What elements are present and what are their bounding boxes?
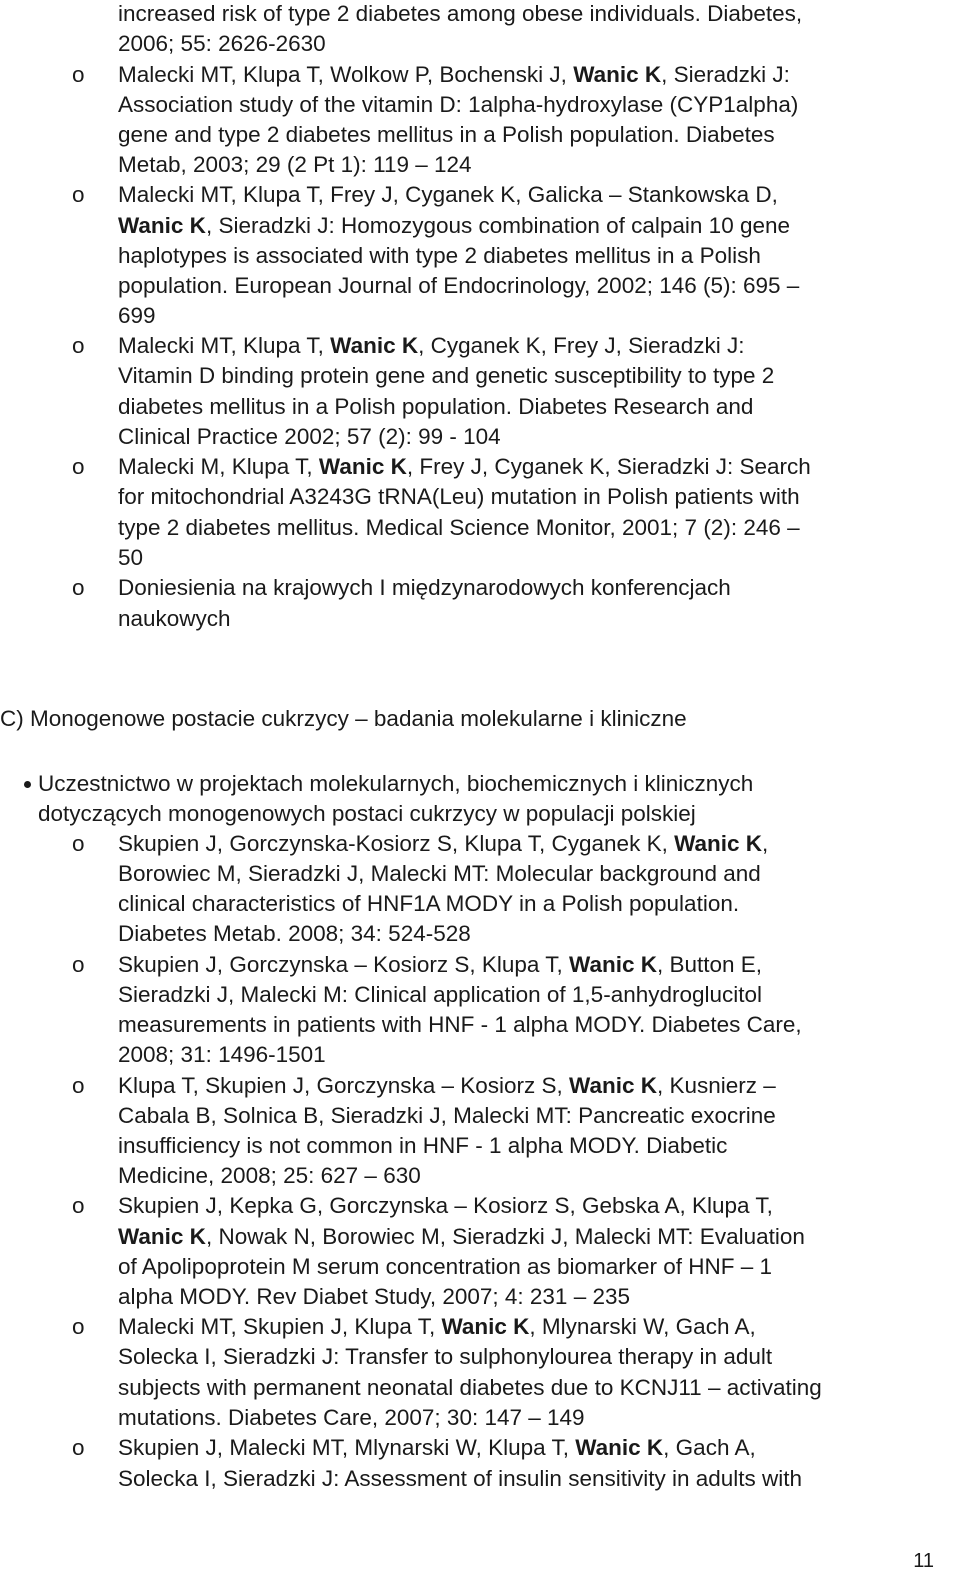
text-segment: Sieradzki J, Malecki M: Clinical application of 1,5-anhydroglucitol	[118, 982, 763, 1007]
text-line	[118, 272, 799, 302]
text-line	[118, 453, 811, 483]
text-segment: Vitamin D binding protein gene and genetic susceptibility to type 2	[118, 363, 775, 388]
text-line	[38, 770, 753, 800]
text-line	[118, 91, 798, 121]
text-segment: Malecki MT, Skupien J, Klupa T,	[118, 1314, 442, 1339]
text-line	[118, 1253, 772, 1283]
text-line	[118, 1283, 630, 1313]
author-highlight: Wanic K	[318, 454, 407, 479]
text-line	[118, 483, 800, 513]
text-segment: mutations. Diabetes Care, 2007; 30: 147 – 149	[118, 1405, 585, 1430]
author-highlight: Wanic K	[118, 1224, 206, 1249]
text-segment: subjects with permanent neonatal diabetes due to KCNJ11 – activating	[118, 1375, 822, 1400]
author-highlight: Wanic K	[569, 952, 657, 977]
text-segment: measurements in patients with HNF - 1 alpha MODY. Diabetes Care,	[118, 1012, 802, 1037]
text-segment: gene and type 2 diabetes mellitus in a Polish population. Diabetes	[118, 122, 775, 147]
text-segment: alpha MODY. Rev Diabet Study, 2007; 4: 231 – 235	[118, 1284, 630, 1309]
text-line	[118, 393, 753, 423]
text-segment: clinical characteristics of HNF1A MODY in a Polish population.	[118, 891, 740, 916]
text-segment: Klupa T, Skupien J, Gorczynska – Kosiorz S,	[118, 1073, 570, 1098]
text-segment: diabetes mellitus in a Polish population. Diabetes Research and	[118, 394, 754, 419]
list-marker: o	[72, 1314, 85, 1339]
text-segment: , Cyganek K, Frey J, Sieradzki J:	[418, 333, 745, 358]
text-segment: 2008; 31: 1496-1501	[118, 1042, 326, 1067]
text-line	[118, 242, 761, 272]
text-line	[118, 0, 802, 30]
list-marker: o	[72, 1193, 85, 1218]
text-line	[118, 981, 762, 1011]
text-segment: Skupien J, Kepka G, Gorczynska – Kosiorz S, Gebska A, Klupa T,	[118, 1193, 773, 1218]
text-line	[118, 890, 739, 920]
list-marker: o	[72, 1435, 85, 1460]
text-line	[118, 1374, 822, 1404]
text-line	[118, 30, 326, 60]
text-line	[118, 860, 761, 890]
text-segment: Uczestnictwo w projektach molekularnych, biochemicznych i klinicznych	[38, 771, 754, 796]
author-highlight: Wanic K	[569, 1073, 657, 1098]
text-segment: , Mlynarski W, Gach A,	[529, 1314, 756, 1339]
text-line	[118, 1343, 772, 1373]
text-segment: Malecki MT, Klupa T, Frey J, Cyganek K, Galicka – Stankowska D,	[118, 182, 778, 207]
text-segment: 699	[118, 303, 156, 328]
text-segment: of Apolipoprotein M serum concentration as biomarker of HNF – 1	[118, 1254, 773, 1279]
text-line	[118, 920, 471, 950]
text-segment: for mitochondrial A3243G tRNA(Leu) mutation in Polish patients with	[118, 484, 800, 509]
author-highlight: Wanic K	[330, 333, 419, 358]
list-marker: o	[72, 62, 85, 87]
text-segment: Malecki MT, Klupa T, Wolkow P, Bochenski J,	[118, 62, 574, 87]
text-line	[118, 1162, 421, 1192]
text-line	[118, 1011, 802, 1041]
text-segment: , Gach A,	[663, 1435, 756, 1460]
author-highlight: Wanic K	[575, 1435, 664, 1460]
text-line	[118, 1313, 756, 1343]
author-highlight: Wanic K	[674, 831, 763, 856]
text-segment: , Sieradzki J:	[661, 62, 790, 87]
text-segment: Diabetes Metab. 2008; 34: 524-528	[118, 921, 471, 946]
text-line	[118, 302, 156, 332]
list-marker: o	[72, 575, 85, 600]
text-segment: , Frey J, Cyganek K, Sieradzki J: Search	[406, 454, 811, 479]
text-segment: 2006; 55: 2626-2630	[118, 31, 326, 56]
text-line	[118, 423, 501, 453]
text-segment: Metab, 2003; 29 (2 Pt 1): 119 – 124	[118, 152, 472, 177]
bullet-icon	[24, 781, 31, 788]
list-marker: o	[72, 952, 85, 977]
text-segment: ,	[762, 831, 769, 856]
list-marker: o	[72, 1073, 85, 1098]
text-segment: Skupien J, Gorczynska-Kosiorz S, Klupa T, Cyganek K,	[118, 831, 675, 856]
text-line	[118, 212, 790, 242]
text-line	[118, 1465, 802, 1495]
text-segment: C) Monogenowe postacie cukrzycy – badania molekularne i kliniczne	[0, 706, 687, 731]
text-line	[118, 1132, 727, 1162]
list-marker: o	[72, 182, 85, 207]
list-marker: o	[72, 454, 85, 479]
text-segment: Cabala B, Solnica B, Sieradzki J, Malecki MT: Pancreatic exocrine	[118, 1103, 776, 1128]
text-segment: Doniesienia na krajowych I międzynarodowych konferencjach	[118, 575, 731, 600]
text-line	[118, 1102, 776, 1132]
text-line	[118, 332, 744, 362]
list-marker: o	[72, 831, 85, 856]
text-line	[118, 61, 790, 91]
text-segment: type 2 diabetes mellitus. Medical Science Monitor, 2001; 7 (2): 246 –	[118, 515, 800, 540]
text-segment: population. European Journal of Endocrinology, 2002; 146 (5): 695 –	[118, 273, 800, 298]
text-line	[118, 830, 768, 860]
text-segment: Solecka I, Sieradzki J: Transfer to sulphonylourea therapy in adult	[118, 1344, 773, 1369]
text-segment: 50	[118, 545, 144, 570]
text-segment: , Nowak N, Borowiec M, Sieradzki J, Malecki MT: Evaluation	[205, 1224, 805, 1249]
text-segment: Medicine, 2008; 25: 627 – 630	[118, 1163, 421, 1188]
text-line	[118, 151, 472, 181]
section-heading	[0, 705, 687, 735]
text-segment: Clinical Practice 2002; 57 (2): 99 - 104	[118, 424, 501, 449]
text-line	[118, 1192, 773, 1222]
text-segment: haplotypes is associated with type 2 diabetes mellitus in a Polish	[118, 243, 761, 268]
page-number: 11	[913, 1550, 934, 1572]
text-line	[118, 1404, 585, 1434]
text-segment: Association study of the vitamin D: 1alpha-hydroxylase (CYP1alpha)	[118, 92, 799, 117]
text-line	[118, 605, 231, 635]
text-segment: dotyczących monogenowych postaci cukrzycy w populacji polskiej	[38, 801, 696, 826]
text-line	[118, 514, 800, 544]
author-highlight: Wanic K	[573, 62, 662, 87]
text-segment: increased risk of type 2 diabetes among obese individuals. Diabetes,	[118, 1, 803, 26]
text-line	[118, 121, 775, 151]
text-segment: , Kusnierz –	[656, 1073, 776, 1098]
text-segment: Solecka I, Sieradzki J: Assessment of insulin sensitivity in adults with	[118, 1466, 803, 1491]
text-segment: Malecki MT, Klupa T,	[118, 333, 331, 358]
list-marker: o	[72, 333, 85, 358]
text-segment: insufficiency is not common in HNF - 1 alpha MODY. Diabetic	[118, 1133, 728, 1158]
text-segment: Borowiec M, Sieradzki J, Malecki MT: Molecular background and	[118, 861, 761, 886]
text-segment: , Sieradzki J: Homozygous combination of calpain 10 gene	[205, 213, 791, 238]
text-line	[118, 1223, 805, 1253]
text-segment: naukowych	[118, 606, 231, 631]
author-highlight: Wanic K	[441, 1314, 530, 1339]
text-line	[118, 574, 731, 604]
author-highlight: Wanic K	[118, 213, 206, 238]
text-line	[38, 800, 696, 830]
text-line	[118, 951, 762, 981]
text-segment: , Button E,	[656, 952, 763, 977]
text-segment: Skupien J, Gorczynska – Kosiorz S, Klupa T,	[118, 952, 570, 977]
text-segment: Malecki M, Klupa T,	[118, 454, 319, 479]
text-line	[118, 544, 143, 574]
text-line	[118, 1041, 326, 1071]
text-segment: Skupien J, Malecki MT, Mlynarski W, Klupa T,	[118, 1435, 576, 1460]
text-line	[118, 362, 774, 392]
text-line	[118, 181, 778, 211]
text-line	[118, 1434, 756, 1464]
text-line	[118, 1072, 776, 1102]
